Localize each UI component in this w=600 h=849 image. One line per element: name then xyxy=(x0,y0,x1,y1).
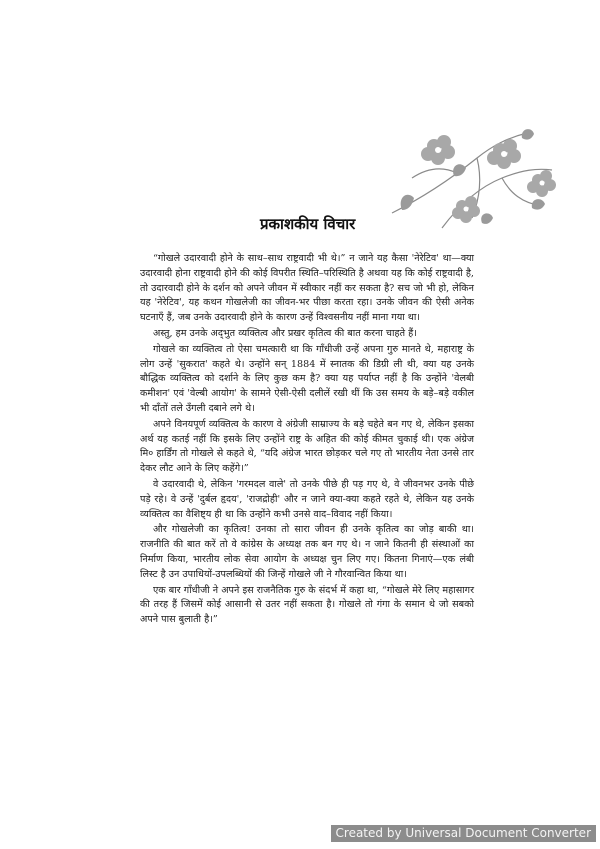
paragraph: गोखले का व्यक्तित्व तो ऐसा चमत्कारी था कि गाँधीजी उन्हें अपना गुरु मानते थे, महाराष्ट्र के लोग उन्हें 'सुकरात' कहते थे। उन्होंने सन्‌ 1884 में स्नातक की डिग्री ली थी, क्या यह उनके बौद्धिक व्यक्तित्व को दर्शाने के लिए कुछ कम है? क्या यह पर्याप्त नहीं है कि उन्होंने 'वेलबी कमीशन' एवं 'वेल्बी आयोग' के सामने ऐसी-ऐसी दलीलें रखी थीं कि उस समय के बड़े–बड़े वकील भी दाँतों तले उँगली दबाने लगे थे। xyxy=(140,343,474,414)
body-text xyxy=(140,252,474,629)
paragraph: अस्तु, हम उनके अद्‌भुत व्यक्तित्व और प्रखर कृतित्व की बात करना चाहते हैं। xyxy=(153,327,417,339)
title-box xyxy=(250,212,365,235)
paragraph: “गोखले उदारवादी होने के साथ–साथ राष्ट्रवादी भी थे।” न जाने यह कैसा 'नेरेटिव' था—क्या उदारवादी होना राष्ट्रवादी होने की कोई विपरीत स्थिति–परिस्थिति है अथवा यह कि कोई राष्ट्रवादी है, तो उदारवादी होने के दर्शन को अपने जीवन में स्वीकार नहीं कर सकता है? सच जो भी हो, लेकिन यह 'नेरेटिव', यह कथन गोखलेजी का जीवन-भर पीछा करता रहा। उनके जीवन की ऐसी अनेक घटनाएँ हैं, जब उनके उदारवादी होने के कारण उन्हें विश्वसनीय नहीं माना गया था। xyxy=(140,253,474,324)
watermark-banner: Created by Universal Document Converter xyxy=(331,825,596,842)
page-title: प्रकाशकीय विचार xyxy=(260,214,356,233)
paragraph: वे उदारवादी थे, लेकिन 'गरमदल वाले' तो उनके पीछे ही पड़ गए थे, वे जीवनभर उनके पीछे पड़े रहे। वे उन्हें 'दुर्बल हृदय', 'राजद्रोही' और न जाने क्या-क्या कहते रहते थे, लेकिन यह उनके व्यक्तित्व का वैशिष्ट्य ही था कि उन्होंने कभी उनसे वाद–विवाद नहीं किया। xyxy=(140,478,474,520)
paragraph: एक बार गाँधीजी ने अपने इस राजनैतिक गुरु के संदर्भ में कहा था, “गोखले मेरे लिए महासागर की तरह हैं जिसमें कोई आसानी से उतर नहीं सकता है। गोखले तो गंगा के समान थे जो सबको अपने पास बुलाती है।” xyxy=(140,584,474,626)
paragraph: और गोखलेजी का कृतित्व! उनका तो सारा जीवन ही उनके कृतित्व का जोड़ बाकी था। राजनीति की बात करें तो वे कांग्रेस के अध्यक्ष तक बन गए थे। न जाने कितनी ही संस्थाओं का निर्माण किया, भारतीय लोक सेवा आयोग के अध्यक्ष चुन लिए गए। कितना गिनाएं—एक लंबी लिस्ट है उन उपाधियों-उपलब्धियों की जिन्हें गोखले जी ने गौरवान्वित किया था। xyxy=(140,524,474,580)
floral-ornament xyxy=(382,118,560,236)
paragraph: अपने विनयपूर्ण व्यक्तित्व के कारण वे अंग्रेजी साम्राज्य के बड़े चहेते बन गए थे, लेकिन इसका अर्थ यह कतई नहीं कि इसके लिए उन्होंने राष्ट्र के अहित की कोई कीमत चुकाई थी। एक अंग्रेज मि० हार्डिंग तो गोखले से कहते थे, “यदि अंग्रेज भारत छोड़कर चले गए तो भारतीय नेता उनसे तार देकर लौट आने के लिए कहेंगे।” xyxy=(140,418,474,475)
